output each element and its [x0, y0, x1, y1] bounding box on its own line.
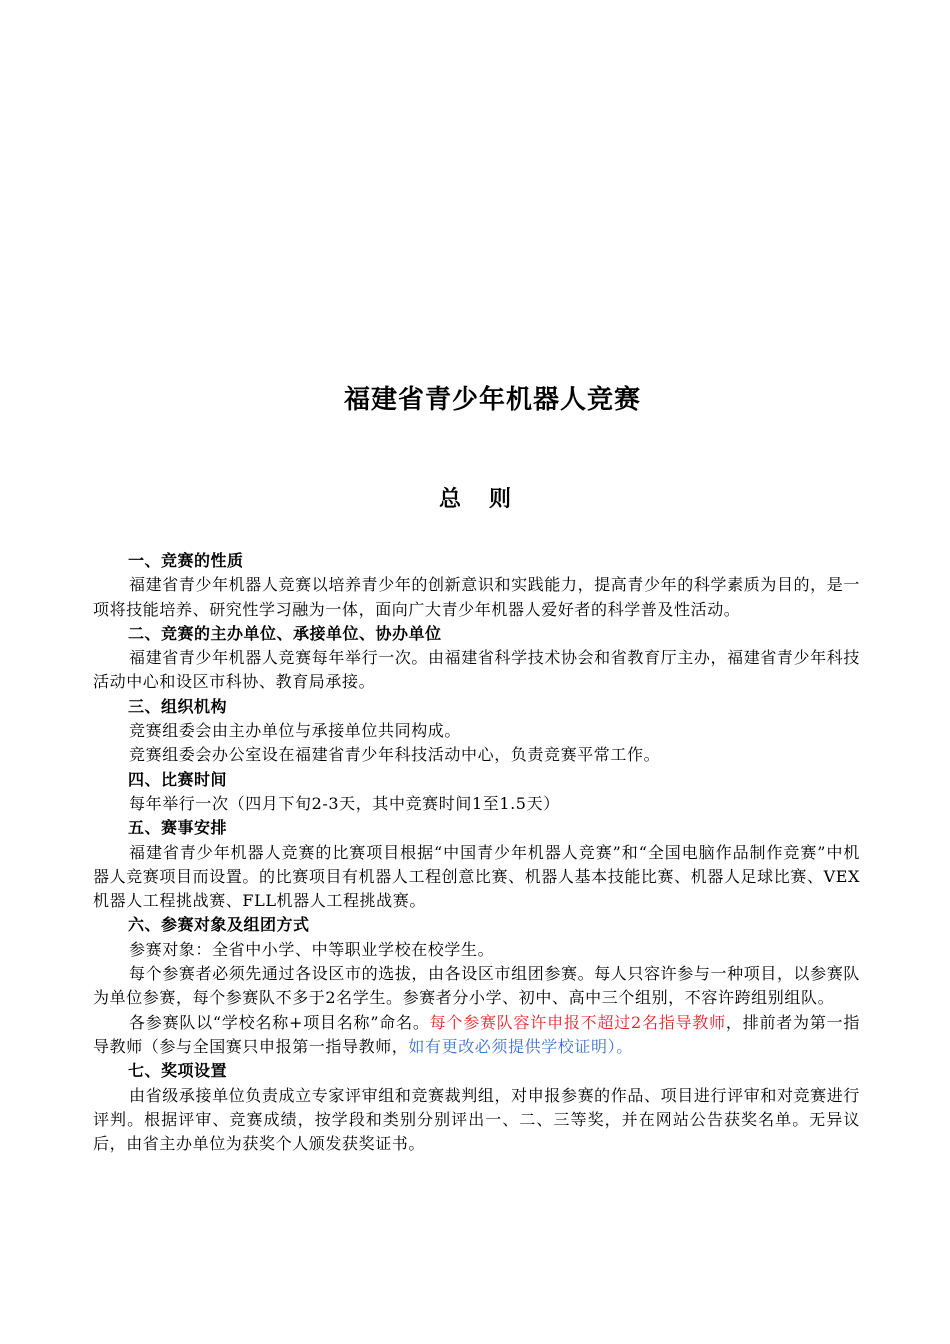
highlight-red-text: 每个参赛队容许申报不超过2名指导教师 [429, 1012, 726, 1032]
section-heading-organization: 三、组织机构 [128, 696, 228, 716]
highlight-blue-text: 如有更改必须提供学校证明）。 [408, 1036, 633, 1056]
section-heading-participants: 六、参赛对象及组团方式 [128, 915, 310, 935]
document-subtitle: 总则 [438, 487, 539, 512]
section-paragraph: 参赛对象：全省中小学、中等职业学校在校学生。 [129, 939, 495, 959]
section-paragraph: 福建省青少年机器人竞赛的比赛项目根据“中国青少年机器人竞赛”和“全国电脑作品制作竞赛”中机器人竞赛项目而设置。的比赛项目有机器人工程创意比赛、机器人基本技能比赛、机器人足球比赛、VEX机器人工程挑战赛、FLL机器人工程挑战赛。 [93, 842, 860, 911]
section-heading-schedule: 五、赛事安排 [128, 818, 228, 838]
section-paragraph: 福建省青少年机器人竞赛每年举行一次。由福建省科学技术协会和省教育厅主办，福建省青少年科技活动中心和设区市科协、教育局承接。 [93, 648, 860, 692]
section-paragraph: 每个参赛者必须先通过各设区市的选拔，由各设区市组团参赛。每人只容许参与一种项目，以参赛队为单位参赛，每个参赛队不多于2名学生。参赛者分小学、初中、高中三个组别，不容许跨组别组队。 [93, 964, 860, 1008]
section-paragraph: 每年举行一次（四月下旬2-3天，其中竞赛时间1至1.5天） [129, 793, 560, 813]
section-paragraph: 竞赛组委会办公室设在福建省青少年科技活动中心，负责竞赛平常工作。 [129, 745, 661, 765]
text-run: 各参赛队以“学校名称+项目名称”命名。 [129, 1012, 430, 1032]
section-paragraph-team-naming [93, 1011, 860, 1060]
section-paragraph: 由省级承接单位负责成立专家评审组和竞赛裁判组，对申报参赛的作品、项目进行评审和对竞赛进行评判。根据评审、竞赛成绩，按学段和类别分别评出一、二、三等奖，并在网站公告获奖名单。无异议后，由省主办单位为获奖个人颁发获奖证书。 [93, 1085, 860, 1154]
section-heading-organizers: 二、竞赛的主办单位、承接单位、协办单位 [128, 623, 442, 643]
document-title: 福建省青少年机器人竞赛 [343, 385, 641, 415]
section-heading-time: 四、比赛时间 [128, 769, 228, 789]
text-run: ，排前者为第一指导教师（参与全国赛只申报第一指导教师， [93, 1012, 860, 1056]
section-paragraph: 竞赛组委会由主办单位与承接单位共同构成。 [129, 721, 462, 741]
document-body [93, 549, 860, 1156]
section-heading-awards: 七、奖项设置 [128, 1061, 228, 1081]
section-heading-nature: 一、竞赛的性质 [128, 551, 244, 570]
section-paragraph: 福建省青少年机器人竞赛以培养青少年的创新意识和实践能力，提高青少年的科学素质为目的，是一项将技能培养、研究性学习融为一体，面向广大青少年机器人爱好者的科学普及性活动。 [93, 575, 860, 619]
